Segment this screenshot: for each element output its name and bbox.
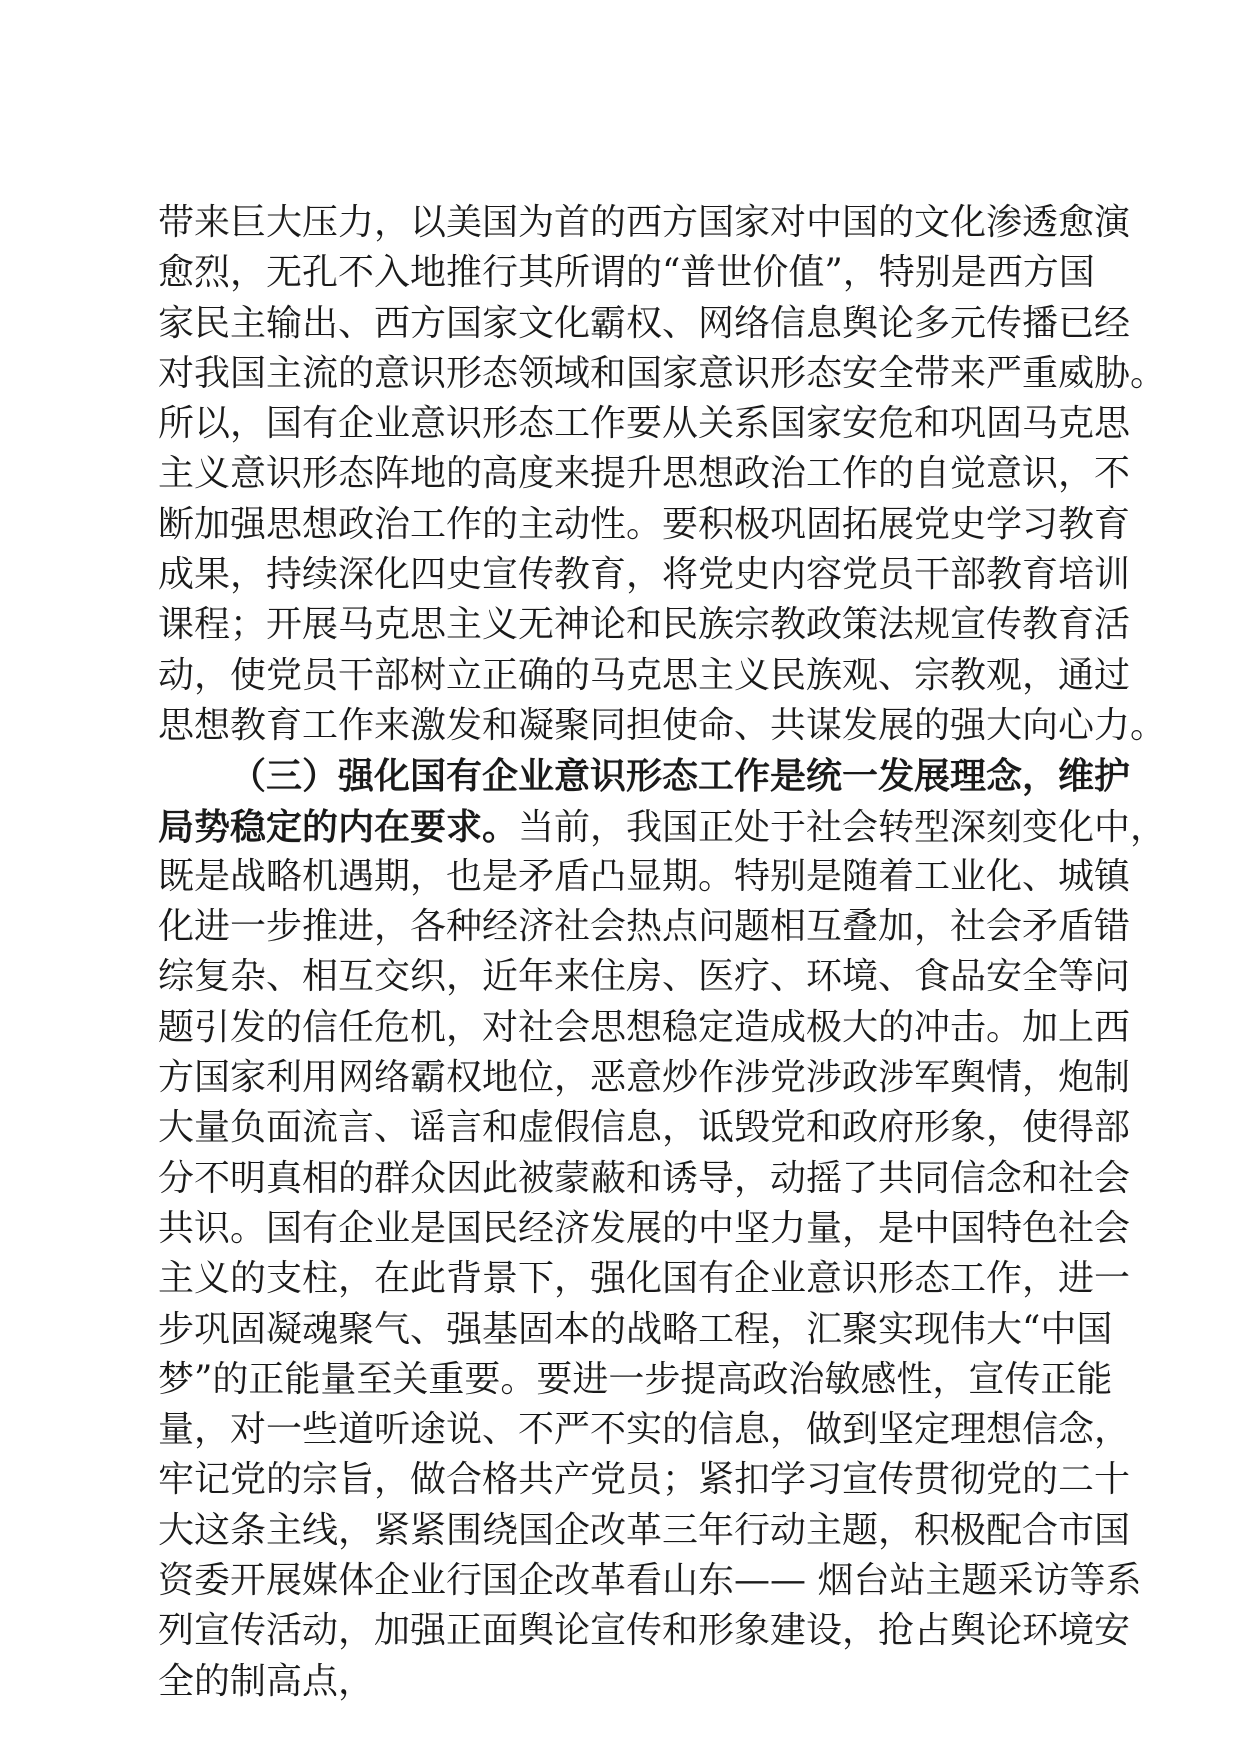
text-line: 资委开展媒体企业行国企改革看山东—— 烟台站主题采访等系 [158,1560,1142,1602]
body-text [158,198,1167,1707]
text-line: 题引发的信任危机，对社会思想稳定造成极大的冲击。加上西 [158,1006,1131,1048]
text-line: 量，对一些道听途说、不严不实的信息，做到坚定理想信念， [158,1409,1131,1451]
text-line: 既是战略机遇期，也是矛盾凸显期。特别是随着工业化、城镇 [158,855,1131,897]
text-line: 主义意识形态阵地的高度来提升思想政治工作的自觉意识，不 [158,453,1131,495]
text-line: 愈烈，无孔不入地推行其所谓的“普世价值”，特别是西方国 [158,252,1095,294]
text-line: 成果，持续深化四史宣传教育，将党史内容党员干部教育培训 [158,554,1131,596]
text-line: 方国家利用网络霸权地位，恶意炒作涉党涉政涉军舆情，炮制 [158,1057,1131,1099]
text-line: 主义的支柱，在此背景下，强化国有企业意识形态工作，进一 [158,1258,1131,1300]
text-line: 课程；开展马克思主义无神论和民族宗教政策法规宣传教育活 [158,604,1131,646]
text-line: 步巩固凝魂聚气、强基固本的战略工程，汇聚实现伟大“中国 [158,1308,1113,1350]
text-line: 牢记党的宗旨，做合格共产党员；紧扣学习宣传贯彻党的二十 [158,1459,1131,1501]
section-heading-line: （三）强化国有企业意识形态工作是统一发展理念，维护 [230,755,1131,798]
text-line: 分不明真相的群众因此被蒙蔽和诱导，动摇了共同信念和社会 [158,1157,1131,1199]
section-heading-line-2 [158,802,1167,852]
text-line: 全的制高点， [158,1660,375,1702]
text-line: 综复杂、相互交织，近年来住房、医疗、环境、食品安全等问 [158,956,1131,998]
text-line: 所以，国有企业意识形态工作要从关系国家安危和巩固马克思 [158,403,1131,445]
section-heading-bold-tail: 局势稳定的内在要求。 [158,805,519,848]
text-line: 动，使党员干部树立正确的马克思主义民族观、宗教观，通过 [158,654,1131,696]
text-line: 带来巨大压力，以美国为首的西方国家对中国的文化渗透愈演 [158,202,1131,243]
text-line: 对我国主流的意识形态领域和国家意识形态安全带来严重威胁。 [158,352,1167,394]
text-line: 化进一步推进，各种经济社会热点问题相互叠加，社会矛盾错 [158,906,1131,948]
text-line: 思想教育工作来激发和凝聚同担使命、共谋发展的强大向心力。 [158,704,1167,746]
section-text-continuation: 当前，我国正处于社会转型深刻变化中， [518,806,1167,848]
text-line: 家民主输出、西方国家文化霸权、网络信息舆论多元传播已经 [158,302,1131,344]
text-line: 大量负面流言、谣言和虚假信息，诋毁党和政府形象，使得部 [158,1107,1131,1149]
text-line: 共识。国有企业是国民经济发展的中坚力量，是中国特色社会 [158,1207,1131,1249]
text-line: 列宣传活动，加强正面舆论宣传和形象建设，抢占舆论环境安 [158,1610,1131,1652]
text-line: 梦”的正能量至关重要。要进一步提高政治敏感性，宣传正能 [158,1358,1113,1400]
text-line: 大这条主线，紧紧围绕国企改革三年行动主题，积极配合市国 [158,1509,1131,1551]
text-line: 断加强思想政治工作的主动性。要积极巩固拓展党史学习教育 [158,503,1131,545]
